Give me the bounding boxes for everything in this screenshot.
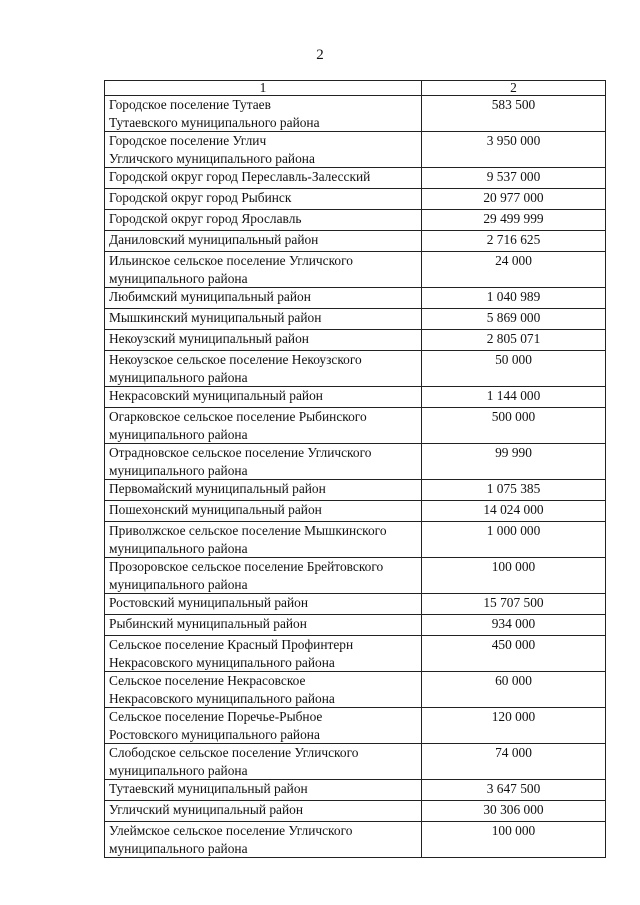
municipality-name: Городское поселение Тутаев Тутаевского муниципального района	[105, 96, 422, 132]
table-row	[105, 636, 606, 672]
table-row	[105, 132, 606, 168]
municipality-name: Любимский муниципальный район	[105, 288, 422, 309]
municipality-name: Сельское поселение Красный Профинтерн Некрасовского муниципального района	[105, 636, 422, 672]
table-row	[105, 522, 606, 558]
table-row	[105, 252, 606, 288]
amount-value: 30 306 000	[422, 801, 606, 822]
amount-value: 1 144 000	[422, 387, 606, 408]
table-row	[105, 168, 606, 189]
amount-value: 99 990	[422, 444, 606, 480]
municipality-name: Первомайский муниципальный район	[105, 480, 422, 501]
table-row	[105, 558, 606, 594]
table-row	[105, 288, 606, 309]
column-header-2: 2	[422, 81, 606, 96]
municipality-name: Пошехонский муниципальный район	[105, 501, 422, 522]
amount-value: 120 000	[422, 708, 606, 744]
table-row	[105, 189, 606, 210]
table-row	[105, 801, 606, 822]
municipality-name: Мышкинский муниципальный район	[105, 309, 422, 330]
municipality-name: Улеймское сельское поселение Угличского муниципального района	[105, 822, 422, 858]
table-row	[105, 231, 606, 252]
table-row	[105, 594, 606, 615]
municipality-name: Слободское сельское поселение Угличского муниципального района	[105, 744, 422, 780]
table-row	[105, 210, 606, 231]
table-row	[105, 96, 606, 132]
amount-value: 20 977 000	[422, 189, 606, 210]
amount-value: 50 000	[422, 351, 606, 387]
table-row	[105, 672, 606, 708]
page-number: 2	[316, 47, 324, 63]
amount-value: 29 499 999	[422, 210, 606, 231]
municipality-name: Сельское поселение Некрасовское Некрасовского муниципального района	[105, 672, 422, 708]
municipality-name: Городской округ город Ярославль	[105, 210, 422, 231]
table-row	[105, 780, 606, 801]
amount-value: 74 000	[422, 744, 606, 780]
amount-value: 15 707 500	[422, 594, 606, 615]
amount-value: 14 024 000	[422, 501, 606, 522]
amount-value: 1 000 000	[422, 522, 606, 558]
amount-value: 5 869 000	[422, 309, 606, 330]
municipality-name: Огарковское сельское поселение Рыбинского муниципального района	[105, 408, 422, 444]
table-row	[105, 480, 606, 501]
amount-value: 450 000	[422, 636, 606, 672]
amount-value: 1 075 385	[422, 480, 606, 501]
municipality-name: Некрасовский муниципальный район	[105, 387, 422, 408]
municipality-name: Городской округ город Рыбинск	[105, 189, 422, 210]
amount-value: 60 000	[422, 672, 606, 708]
municipality-name: Прозоровское сельское поселение Брейтовского муниципального района	[105, 558, 422, 594]
table-row	[105, 822, 606, 858]
municipality-name: Городское поселение Углич Угличского муниципального района	[105, 132, 422, 168]
municipality-name: Приволжское сельское поселение Мышкинского муниципального района	[105, 522, 422, 558]
table-row	[105, 330, 606, 351]
table-row	[105, 309, 606, 330]
table-row	[105, 615, 606, 636]
table-row	[105, 387, 606, 408]
amount-value: 9 537 000	[422, 168, 606, 189]
municipality-name: Тутаевский муниципальный район	[105, 780, 422, 801]
table-body	[105, 96, 606, 858]
amount-value: 583 500	[422, 96, 606, 132]
amount-value: 2 805 071	[422, 330, 606, 351]
amount-value: 2 716 625	[422, 231, 606, 252]
amount-value: 100 000	[422, 558, 606, 594]
municipality-name: Городской округ город Переславль-Залесский	[105, 168, 422, 189]
amount-value: 934 000	[422, 615, 606, 636]
amount-value: 1 040 989	[422, 288, 606, 309]
table-row	[105, 408, 606, 444]
amount-value: 100 000	[422, 822, 606, 858]
municipality-name: Даниловский муниципальный район	[105, 231, 422, 252]
table-row	[105, 501, 606, 522]
municipality-name: Ростовский муниципальный район	[105, 594, 422, 615]
municipality-name: Некоузский муниципальный район	[105, 330, 422, 351]
municipality-name: Угличский муниципальный район	[105, 801, 422, 822]
table-header-row	[105, 81, 606, 96]
amount-value: 500 000	[422, 408, 606, 444]
allocation-table	[104, 80, 606, 858]
amount-value: 3 950 000	[422, 132, 606, 168]
table-row	[105, 444, 606, 480]
municipality-name: Сельское поселение Поречье-Рыбное Ростовского муниципального района	[105, 708, 422, 744]
table-row	[105, 351, 606, 387]
municipality-name: Отрадновское сельское поселение Угличского муниципального района	[105, 444, 422, 480]
municipality-name: Рыбинский муниципальный район	[105, 615, 422, 636]
table-row	[105, 744, 606, 780]
table-row	[105, 708, 606, 744]
municipality-name: Ильинское сельское поселение Угличского муниципального района	[105, 252, 422, 288]
amount-value: 3 647 500	[422, 780, 606, 801]
municipality-name: Некоузское сельское поселение Некоузского муниципального района	[105, 351, 422, 387]
column-header-1: 1	[105, 81, 422, 96]
amount-value: 24 000	[422, 252, 606, 288]
